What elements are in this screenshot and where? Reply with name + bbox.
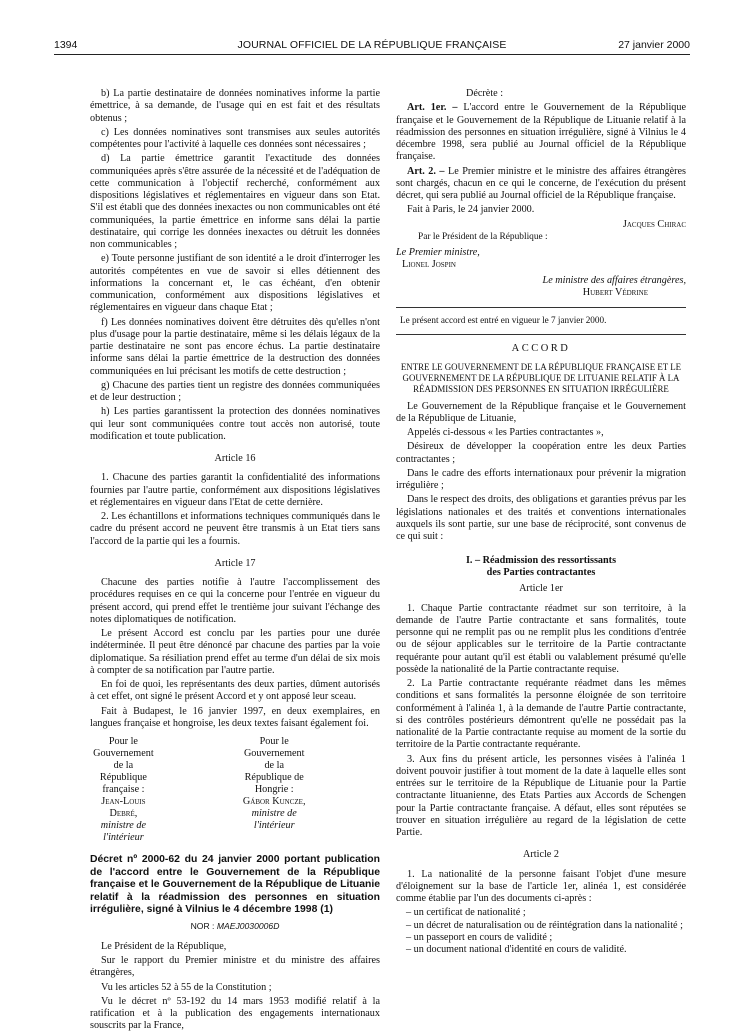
para-h: h) Les parties garantissent la protection des données nominatives qui leur sont communiquées contre tout accès non autorisé, toute modification et toute publication. <box>90 406 380 442</box>
decret-title: Décret nº 2000-62 du 24 janvier 2000 portant publication de l'accord entre le Gouvernement de la République française et le Gouvernement de la République de Lituanie relatif à la réadmission des personnes en situation irrégulière, signé à Vilnius le 4 décembre 1998 (1) <box>90 854 380 915</box>
issue-date: 27 janvier 2000 <box>618 39 690 51</box>
accord-heading: ACCORD <box>511 343 571 355</box>
article-17-para-3: En foi de quoi, les représentants des deux parties, dûment autorisés à cet effet, ont signé le présent Accord et y ont apposé leur sceau. <box>90 679 380 703</box>
separator-rule <box>396 307 686 308</box>
article-16-title: Article 16 <box>214 453 256 464</box>
page-number: 1394 <box>54 39 78 51</box>
left-column <box>90 88 380 1035</box>
signature-france-role: ministre de l'intérieur <box>100 820 146 843</box>
para-e: e) Toute personne justifiant de son identité a le droit d'interroger les autorités compétentes en vue de savoir si elles détiennent des informations la concernant et, le cas échéant, d'en obtenir communication, conformément aux dispositions législatives et réglementaires en vigueur dans chaque Etat ; <box>90 253 380 314</box>
foreign-minister-name: Hubert Védrine <box>582 286 648 298</box>
list-item: – un passeport en cours de validité ; <box>406 932 686 944</box>
section-1-title-line1: I. – Réadmission des ressortissants <box>465 555 617 567</box>
article-1-label: Art. 1er. – <box>407 102 458 114</box>
signature-hungary <box>241 736 380 844</box>
nor-code: MAEJ0030006D <box>216 920 280 931</box>
decret-para-2: Sur le rapport du Premier ministre et du ministre des affaires étrangères, <box>90 955 380 979</box>
signature-hungary-role: ministre de l'intérieur <box>251 808 297 831</box>
foreign-minister-title: Le ministre des affaires étrangères, <box>542 274 686 286</box>
para-g: g) Chacune des parties tient un registre des données communiquées et de leur destruction ; <box>90 379 380 403</box>
section-1-title-line2: des Parties contractantes <box>486 567 596 579</box>
para-c: c) Les données nominatives sont transmises aux seules autorités compétentes pour l'activité à laquelle ces données sont nécessaires ; <box>90 126 380 150</box>
article-17-para-1: Chacune des parties notifie à l'autre l'accomplissement des procédures requises en ce qui la concerne pour l'entrée en vigueur du présent accord, qui prend effet le trentième jour suivant l'échange des notes diplomatiques de notification. <box>90 577 380 625</box>
para-d: d) La partie émettrice garantit l'exactitude des données communiquées après s'être assurée de la nécessité et de l'adéquation de cette communication à l'objectif recherché, conformément aux dispositions législatives et réglementaires en vigueur dans son Etat. S'il est établi que des données inexactes ou non communicables ont été communiquées, la partie émettrice en informe sans délai la partie destinataire, qui corrige les données inexactes ou détruit les données non communicables ; <box>90 153 380 250</box>
preamble-4: Dans le cadre des efforts internationaux pour prévenir la migration irrégulière ; <box>396 467 686 491</box>
signature-france <box>90 736 229 844</box>
preamble-2: Appelés ci-dessous « les Parties contractantes », <box>407 427 604 438</box>
para-b: b) La partie destinataire de données nominatives informe la partie émettrice, à sa demande, de l'usage qui en est fait et des résultats obtenus ; <box>90 88 380 124</box>
signature-hungary-line2: de la République de Hongrie : <box>244 760 304 795</box>
page-header <box>54 36 690 55</box>
signature-france-line1: Pour le Gouvernement <box>93 736 154 759</box>
accord-subtitle: ENTRE LE GOUVERNEMENT DE LA RÉPUBLIQUE FRANÇAISE ET LE GOUVERNEMENT DE LA RÉPUBLIQUE DE LITUANIE RELATIF À LA RÉADMISSION DES PERSONNES EN SITUATION IRRÉGULIÈRE <box>400 361 682 394</box>
document-list <box>396 907 686 956</box>
article-1-text: L'accord entre le Gouvernement de la République française et le Gouvernement de la République de Lituanie relatif à la réadmission des personnes en situation irrégulière, signé à Vilnius le 4 décembre 1998, sera publié au Journal officiel de la République française. <box>396 102 687 163</box>
nor-label: NOR : <box>190 920 215 931</box>
journal-title: JOURNAL OFFICIEL DE LA RÉPUBLIQUE FRANÇAISE <box>237 39 507 51</box>
signature-hungary-line1: Pour le Gouvernement <box>243 736 305 759</box>
president-name: Jacques Chirac <box>622 218 686 230</box>
decrete-line: Décrète : <box>466 88 504 99</box>
article-17-title: Article 17 <box>214 557 256 569</box>
article-17-para-2: Le présent Accord est conclu par les parties pour une durée indéterminée. Il peut être dénoncé par chacune des parties par la voie diplomatique. Sa résiliation prend effet au terme d'un délai de six mois à compter de sa notification par l'autre partie. <box>90 628 380 676</box>
signature-france-name: Jean-Louis Debré, <box>101 796 146 819</box>
decret-para-3: Vu les articles 52 à 55 de la Constitution ; <box>101 981 272 993</box>
article-1-decree <box>396 102 686 163</box>
right-column <box>396 88 686 956</box>
article-17-para-4: Fait à Budapest, le 16 janvier 1997, en deux exemplaires, en langues française et hongroise, les deux textes faisant également foi. <box>90 705 380 729</box>
article-2-label: Art. 2. – <box>407 165 445 177</box>
list-item: – un certificat de nationalité ; <box>406 907 686 919</box>
preamble-3: Désireux de développer la coopération entre les deux Parties contractantes ; <box>396 441 686 465</box>
par-le-president: Par le Président de la République : <box>418 231 548 242</box>
accord-article-2-title: Article 2 <box>523 849 559 861</box>
separator-rule-2 <box>396 334 686 335</box>
article-2-text: Le Premier ministre et le ministre des affaires étrangères sont chargés, chacun en ce qui le concerne, de l'exécution du présent décret, qui sera publié au Journal officiel de la République française. <box>396 165 687 201</box>
fait-paris: Fait à Paris, le 24 janvier 2000. <box>407 204 535 216</box>
list-item: – un décret de naturalisation ou de réintégration dans la nationalité ; <box>406 920 686 932</box>
prime-minister-name: Lionel Jospin <box>402 259 456 271</box>
prime-minister-title: Le Premier ministre, <box>396 247 480 258</box>
signature-block <box>90 736 380 844</box>
nor-reference <box>90 920 380 932</box>
decret-para-4: Vu le décret nº 53-192 du 14 mars 1953 modifié relatif à la ratification et à la publication des engagements internationaux souscrits par la France, <box>90 995 380 1032</box>
preamble-1: Le Gouvernement de la République française et le Gouvernement de la République de Lituanie, <box>396 400 686 424</box>
vigueur-note: Le présent accord est entré en vigueur le 7 janvier 2000. <box>400 315 607 325</box>
accord-article-1-para-3: 3. Aux fins du présent article, les personnes visées à l'alinéa 1 doivent pouvoir justifier à tout moment de la date à laquelle elles sont entrées sur le territoire de la République de Lituanie pour la Partie contractante lituanienne, des Etats Parties aux Accords de Schengen pour la Partie contractante française. A défaut, elles sont réputées se trouver en situation irrégulière au regard de la législation de cette Partie. <box>396 753 686 838</box>
article-16-para-2: 2. Les échantillons et informations techniques communiqués dans le cadre du présent accord ne peuvent être transmis à un Etat tiers sans l'accord de la partie qui les a fournis. <box>90 511 380 547</box>
signature-france-line2: de la République française : <box>99 760 147 795</box>
para-f: f) Les données nominatives doivent être détruites dès qu'elles n'ont plus d'usage pour la partie destinataire, même si les délais légaux de la partie destinataire ne sont pas encore échus. La partie destinataire informe sans délai la partie émettrice de la destruction des données communiquées en lui précisant les motifs de cette destruction ; <box>90 316 380 377</box>
accord-article-1-para-1: 1. Chaque Partie contractante réadmet sur son territoire, à la demande de l'autre Partie contractante et sans formalités, toute personne qui ne remplit pas ou ne remplit plus les conditions d'entrée ou de séjour applicables sur le territoire de la Partie contractante requérante pour autant qu'il est établi ou valablement présumé qu'elle possède la nationalité de la Partie contractante requise. <box>396 602 686 675</box>
accord-article-1-para-2: 2. La Partie contractante requérante réadmet dans les mêmes conditions et sans formalités la personne éloignée de son territoire conformément à l'alinéa 1, à la demande de l'autre Partie contractante, si des contrôles postérieurs démontrent qu'elle ne possédait pas la nationalité de la Partie contractante requise au moment de la sortie du territoire de la Partie contractante requérante. <box>396 678 686 751</box>
accord-article-2-intro: 1. La nationalité de la personne faisant l'objet d'une mesure d'éloignement sur la base de l'article 1er, alinéa 1, est considérée comme établie par l'un des documents ci-après : <box>396 868 686 904</box>
section-1-title <box>396 555 686 579</box>
list-item: – un document national d'identité en cours de validité. <box>406 944 686 956</box>
article-16-para-1: 1. Chacune des parties garantit la confidentialité des informations fournies par l'autre partie, conformément aux dispositions législatives et réglementaires en vigueur dans l'Etat de cette dernière. <box>90 472 380 508</box>
accord-article-1-title: Article 1er <box>519 583 563 595</box>
preamble-5: Dans le respect des droits, des obligations et garanties prévus par les législations nationales et des traités et conventions internationales auxquels ils sont partie, sur une base de réciprocité, sont convenus de ce qui suit : <box>396 494 686 542</box>
article-2-decree <box>396 166 686 203</box>
decret-para-1: Le Président de la République, <box>101 940 227 952</box>
signature-hungary-name: Gábor Kuncze, <box>242 796 306 807</box>
